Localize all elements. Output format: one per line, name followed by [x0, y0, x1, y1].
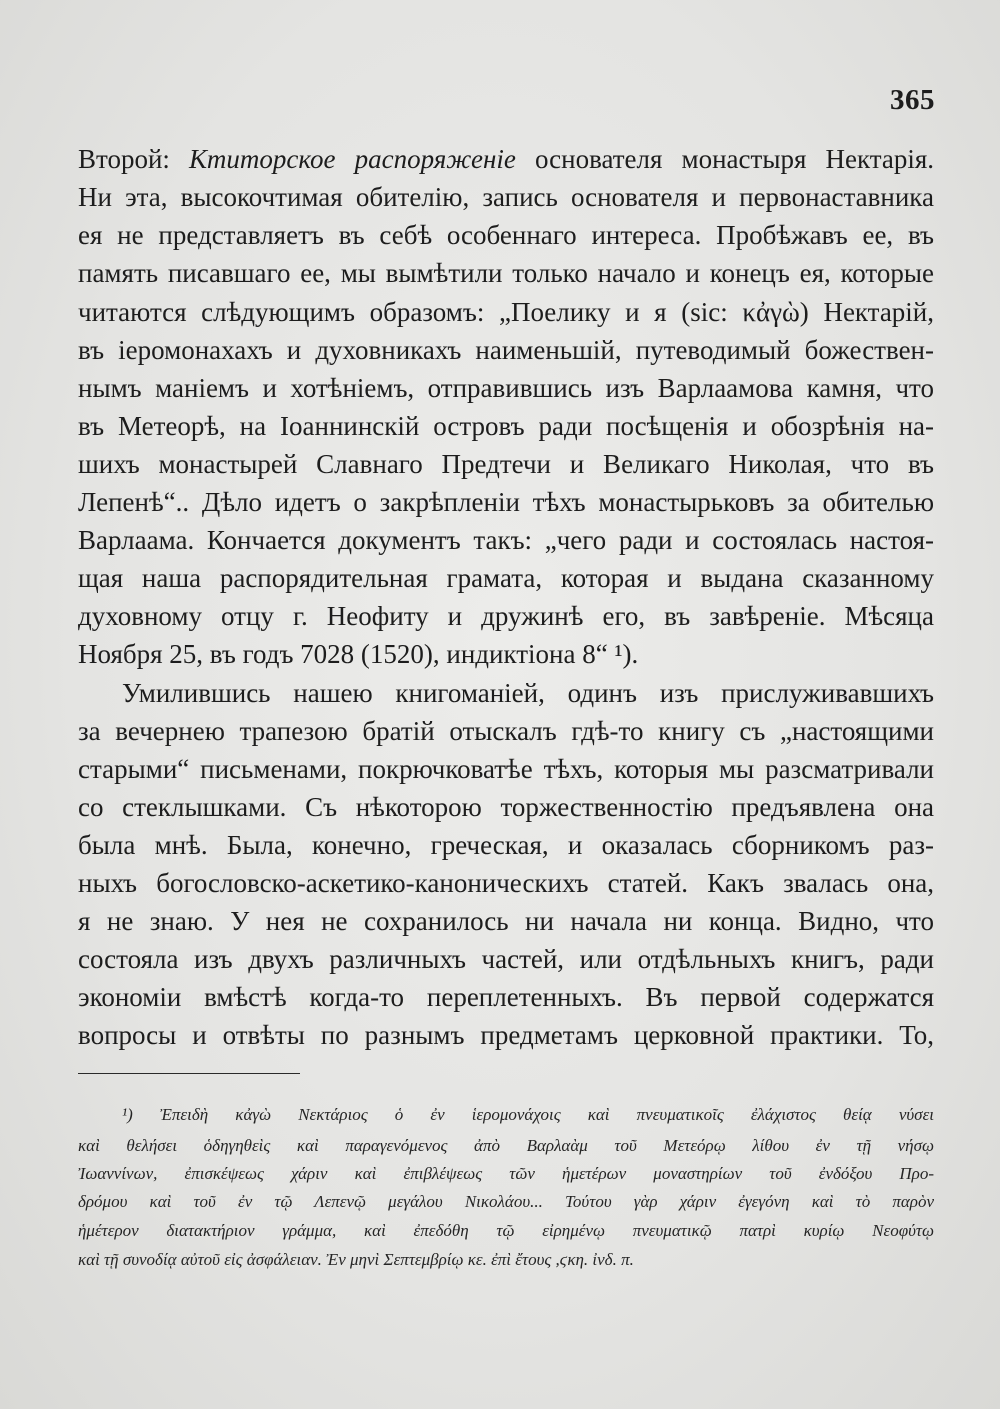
body-line: нымъ маніемъ и хотѣніемъ, отправившись изъ Варлаамова камня, что	[78, 373, 934, 403]
body-line: Лепенѣ“.. Дѣло идетъ о закрѣпленіи тѣхъ монастырьковъ за обителью	[78, 487, 934, 517]
body-line: Ни эта, высокочтимая обителію, запись основателя и первонаставника	[78, 182, 934, 212]
body-line: Ноября 25, въ годъ 7028 (1520), индиктіона 8“ ¹).	[78, 639, 639, 669]
body-line: я не знаю. У нея не сохранилось ни начала ни конца. Видно, что	[78, 906, 934, 936]
footnote-line: καὶ τῇ συνοδίᾳ αὐτοῦ εἰς ἀσφάλειαν. Ἐν μηνὶ Σεπτεμβρίῳ κε. ἐπὶ ἔτους ,ϛκη. ἰνδ. π.	[78, 1250, 634, 1269]
body-text: основателя монастыря Нектарія.	[515, 144, 934, 174]
body-line: Умилившись нашею книгоманіей, одинъ изъ прислуживавшихъ	[122, 678, 934, 708]
body-line: щая наша распорядительная грамата, которая и выдана сказанному	[78, 563, 934, 593]
footnote-separator	[78, 1073, 300, 1074]
body-line: въ іеромонахахъ и духовникахъ наименьшій, путеводимый божествен-	[78, 335, 934, 365]
body-line: ея не представляетъ въ себѣ особеннаго интереса. Пробѣжавъ ее, въ	[78, 220, 934, 250]
body-line: состояла изъ двухъ различныхъ частей, или отдѣльныхъ книгъ, ради	[78, 944, 934, 974]
body-text: Второй:	[78, 144, 189, 174]
footnote-line: καὶ θελήσει ὁδηγηθεὶς καὶ παραγενόμενος ἀπὸ Βαρλαὰμ τοῦ Μετεόρῳ λίθου ἐν τῇ νήσῳ	[78, 1136, 934, 1155]
page-number: 365	[890, 84, 935, 116]
footnote-line: Ἰωαννίνων, ἐπισκέψεως χάριν καὶ ἐπιβλέψεως τῶν ἡμετέρων μοναστηρίων τοῦ ἐνδόξου Προ-	[78, 1164, 934, 1183]
body-line: была мнѣ. Была, конечно, греческая, и оказалась сборникомъ раз-	[78, 830, 934, 860]
body-line: старыми“ письменами, покрючковатѣе тѣхъ, которыя мы разсматривали	[78, 754, 934, 784]
body-line: за вечернею трапезою братій отыскалъ гдѣ-то книгу съ „настоящими	[78, 716, 934, 746]
footnote-line: ¹) Ἐπειδὴ κἀγὼ Νεκτάριος ὁ ἐν ἱερομονάχοις καὶ πνευματικοῖς ἐλάχιστος θείᾳ νύσει	[122, 1105, 934, 1124]
body-line: читаются слѣдующимъ образомъ: „Поелику и я (sic: κἀγὼ) Нектарій,	[78, 297, 934, 327]
body-line	[78, 142, 934, 176]
body-line: ныхъ богословско-аскетико-каноническихъ статей. Какъ звалась она,	[78, 868, 934, 898]
body-line: шихъ монастырей Славнаго Предтечи и Великаго Николая, что въ	[78, 449, 934, 479]
footnote-line: δρόμου καὶ τοῦ ἐν τῷ Λεπενῷ μεγάλου Νικολάου... Τούτου γὰρ χάριν ἐγεγόνη καὶ τὸ παρὸν	[78, 1192, 934, 1211]
body-line: экономіи вмѣстѣ когда-то переплетенныхъ. Въ первой содержатся	[78, 982, 934, 1012]
body-line: духовному отцу г. Неофиту и дружинѣ его, въ завѣреніе. Мѣсяца	[78, 601, 934, 631]
body-line: память писавшаго ее, мы вымѣтили только начало и конецъ ея, которые	[78, 258, 934, 288]
body-line: со стеклышками. Съ нѣкоторою торжественностію предъявлена она	[78, 792, 934, 822]
footnote-line: ἡμέτερον διατακτήριον γράμμα, καὶ ἐπεδόθη τῷ εἰρημένῳ πνευματικῷ πατρὶ κυρίῳ Νεοφύτῳ	[78, 1221, 934, 1240]
body-line: Варлаама. Кончается документъ такъ: „чего ради и состоялась настоя-	[78, 525, 934, 555]
italic-title: Ктиторское распоряженіе	[189, 144, 516, 174]
body-line: въ Метеорѣ, на Іоаннинскій островъ ради посѣщенія и обозрѣнія на-	[78, 411, 934, 441]
body-line: вопросы и отвѣты по разнымъ предметамъ церковной практики. То,	[78, 1020, 934, 1050]
